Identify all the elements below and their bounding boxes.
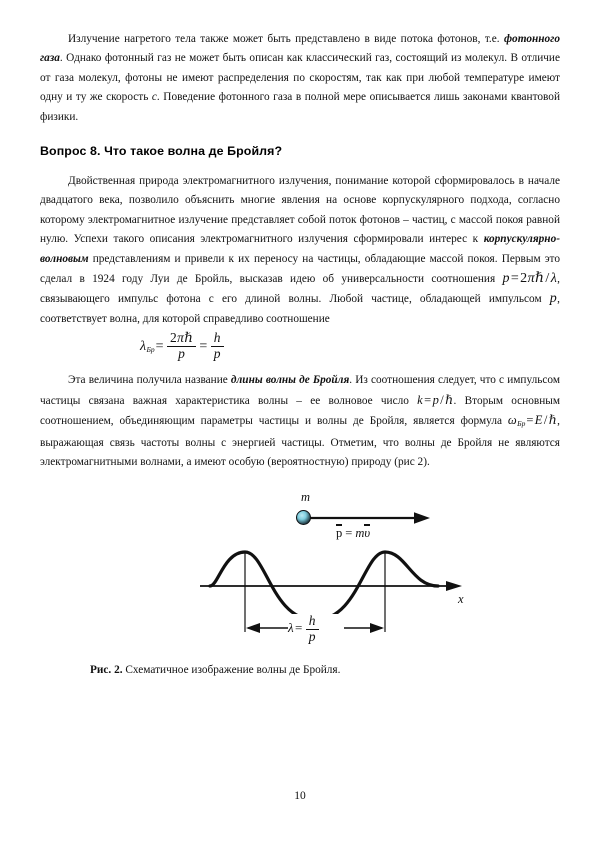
fraction-2pihbar-over-p: $\frac{\text{2πℏ}}{p}$ — [167, 331, 196, 361]
inline-symbol-momentum: p — [549, 291, 558, 307]
page-content — [40, 30, 560, 681]
fraction-h-over-p-figure: $\frac{h}{p}$ — [306, 614, 319, 644]
velocity-vector-v: υ — [364, 526, 371, 541]
inline-formula-angular-frequency: $\omega_{Бр}=E/\hbar$ — [507, 413, 558, 429]
section-heading-question-8: Вопрос 8. Что такое волна де Бройля? — [40, 144, 283, 159]
paragraph-2-part-1: Двойственная природа электромагнитного излучения, понимание которой сформировалось в начале двадцатого века, позволило объяснить многие явления на основе корпускулярного подхода, согласно которому электромагнитное излучение представляет собой поток фотонов – частиц, с массой покоя равной нулю. Успехи такого описания электромагнитного излучения сформировали интерес к — [40, 175, 560, 246]
formula-equals-2: = — [199, 338, 208, 354]
paragraph-1-part-1: Излучение нагретого тела также может быть представлено в виде потока фотонов, т.е. — [68, 33, 504, 45]
paragraph-3-part-3: . Вторым основным соотношением, объединяющим параметры частицы и волны де Бройля, является формула — [40, 394, 560, 428]
paragraph-2-part-3: , связывающего импульс фотона с его длиной волны. Любой частице, обладающей импульсом — [40, 273, 560, 306]
paragraph-3-part-1: Эта величина получила название — [68, 374, 231, 387]
symbol-speed-of-light: c — [151, 91, 157, 104]
wavelength-equation-label: λ= $\frac{h}{p}$ — [288, 614, 321, 644]
momentum-equation-label: p = mυ — [336, 526, 371, 541]
paragraph-2-part-4: , соответствует волна, для которой справедливо соотношение — [40, 293, 560, 325]
paragraph-de-broglie-intro — [40, 172, 560, 329]
formula-equals-1: = — [155, 338, 164, 354]
page-number: 10 — [294, 790, 306, 802]
emphasis-photon-gas: фотонного газа — [40, 33, 560, 65]
figure-caption — [40, 661, 560, 680]
sine-wave-graphic — [190, 544, 490, 656]
formula-lambda: λ — [140, 338, 147, 354]
paragraph-1-part-2: . Однако фотонный газ не может быть описан как классический газ, состоящий из молекул. В отличие от газа молекул, фотоны не имеют распределения по скоростям, так как при любой температуре имеют одну и ту же скорость — [40, 52, 560, 104]
paragraph-2-part-2: представлениям и привели к их переносу на частицы, обладающие массой покоя. Первым это сделал в 1924 году Луи де Бройль, высказав идею об универсальности соотношения — [40, 252, 560, 286]
particle-sphere-icon — [296, 510, 311, 525]
particle-momentum-diagram — [288, 490, 468, 546]
emphasis-corpuscular-wave: корпускулярно-волновым — [40, 233, 560, 265]
axis-label-x: x — [458, 592, 464, 607]
paragraph-1-part-3: . Поведение фотонного газа в полной мере описывается лишь законами квантовой физики. — [40, 91, 560, 123]
momentum-vector-p: p — [336, 526, 343, 541]
inline-formula-wavenumber: k=p/ℏ — [417, 392, 454, 407]
paragraph-3-part-2: . Из соотношения следует, что с импульсом частицы связана важная характеристика волны – ее волновое число — [40, 374, 560, 407]
display-formula-de-broglie-wavelength — [40, 331, 560, 367]
fraction-h-over-p: $\frac{h}{p}$ — [211, 331, 224, 361]
paragraph-photon-gas — [40, 30, 560, 127]
emphasis-de-broglie-wavelength: длины волны де Бройля — [230, 374, 350, 387]
figure-caption-prefix: Рис. 2. — [90, 664, 123, 677]
mass-label: m — [301, 490, 311, 505]
formula-lambda-subscript: Бр — [146, 344, 155, 354]
wave-diagram — [40, 544, 560, 656]
figure-caption-text: Схематичное изображение волны де Бройля. — [122, 664, 341, 677]
paragraph-de-broglie-relations — [40, 371, 560, 472]
momentum-arrow-icon — [310, 510, 440, 526]
paragraph-3-part-4: , выражающая связь частоты волны с энергией частицы. Отметим, что волны де Бройля не являются электромагнитными волнами, а имеют особую (вероятностную) природу (рис 2). — [40, 415, 560, 468]
figure-de-broglie-wave — [40, 486, 560, 661]
inline-formula-momentum: p=2πℏ/λ — [502, 271, 558, 287]
